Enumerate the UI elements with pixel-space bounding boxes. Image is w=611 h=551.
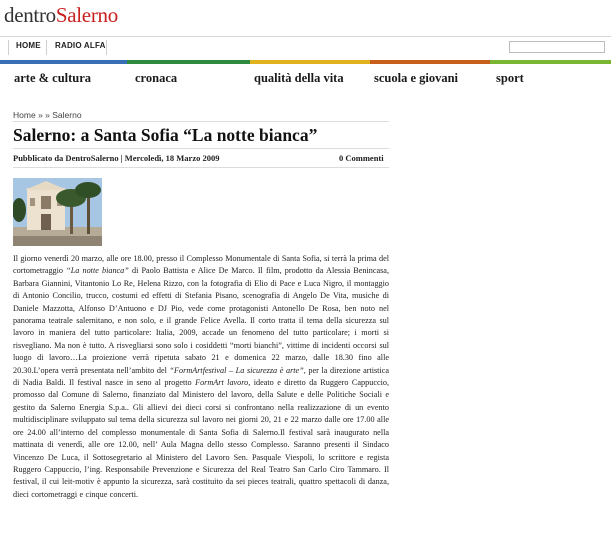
logo-dentro: dentro [4, 3, 56, 27]
nav-home[interactable]: HOME [16, 41, 41, 50]
category-label: cronaca [135, 71, 178, 85]
category-cronaca[interactable] [127, 60, 250, 90]
category-label: scuola e giovani [374, 71, 459, 85]
category-bar [0, 60, 611, 92]
article-text: ideato e diretto da Ruggero Cappuccio, promosso dal Comune di Salerno, finanziato dal Ministero del lavoro, della Salute e delle Politiche Sociali e gestito da Salerno Energia S.p.a.. Gli allievi dei dieci corsi si confrontano nella realizzazione di un evento multidisciplinare sviluppato sul tema della sicurezza sul lavoro nei giorni 20, 21 e 22 marzo dalle ore 17.00 alle ore 24.00 all’interno del complesso monumentale di Santa Sofia di Salerno.Il festival sarà inaugurato nella mattinata di venerdì, alle ore 12.00, nell’ Aula Magna dello stesso Complesso. Saranno presenti il Sindaco Vincenzo De Luca, il Sottosegretario al Ministero del Lavoro Sen. Pasquale Viespoli, lo scrittore e regista Ruggero Cappuccio, l’ing. Responsabile Prevenzione e Sicurezza del Real Teatro San Carlo Ciro Tammaro. Il festival, il cui leit-motiv è appunto la sicurezza, sarà costituito da sei pieces teatrali, quattro spettacoli di danza, dieci cortometraggi e cinque concerti. [13, 378, 389, 499]
divider [13, 148, 389, 149]
project-name-quote: FormArt lavoro, [195, 378, 251, 388]
category-qualita-della-vita[interactable] [250, 60, 370, 90]
category-arte-cultura[interactable] [0, 60, 127, 90]
divider [13, 167, 389, 168]
article-paragraph [13, 253, 389, 501]
nav-separator [46, 40, 47, 55]
article-photo[interactable] [13, 178, 102, 246]
article-body [13, 253, 389, 501]
article-text: di Paolo Battista e Alice De Marco. Il film, prodotto da Alessia Benincasa, Barbara Giannini, Vitantonio Lo Re, Helena Rizzo, con la fotografia di Elio di Pace e Luca Nigro, il montaggio di Antonio Concilio, trucco, costumi ed effetti di Stefania Pisano, scenografia di Angelo De Vita, musiche di Daniele Mazzotta, Alfonso D’Antuono e DJ Pio, vede come protagonisti Antonello De Rosa, ben noto nel panorama teatrale salernitano, e non solo, e il grande Felice Avella. Il corto tratta il tema della sicurezza sul lavoro in maniera del tutto particolare: Italia, 2009, accade un fenomeno del tutto particolare; i morti si risvegliano. Ma non è tutto. A risvegliarsi sono solo i cosiddetti “morti bianchi”, vittime di incidenti occorsi sul luogo di lavoro…La proiezione verrà ripetuta sabato 21 e domenica 22 marzo, dalle 18.30 fino alle 20.30.L’opera verrà presentata nell’ambito del [13, 266, 389, 375]
nav-separator [106, 40, 107, 55]
site-logo[interactable] [4, 2, 118, 28]
breadcrumb-home[interactable]: Home [13, 110, 36, 120]
divider [13, 121, 389, 122]
article-meta: Pubblicato da DentroSalerno | Mercoledì, 18 Marzo 2009 [13, 153, 220, 163]
comments-link[interactable]: 0 Commenti [339, 153, 384, 163]
nav-radio-alfa[interactable]: RADIO ALFA [55, 41, 106, 50]
category-scuola-e-giovani[interactable] [370, 60, 490, 90]
breadcrumb-salerno[interactable]: Salerno [52, 110, 82, 120]
festival-name-quote: “FormArtfestival – La sicurezza è arte” [169, 365, 304, 375]
category-sport[interactable] [490, 60, 611, 90]
article-text: , per la direzione artistica di Nadia Baldi. Il festival nasce in seno al progetto [13, 365, 389, 388]
breadcrumb [13, 110, 82, 120]
church-photo-image [13, 178, 102, 246]
film-title-quote: “La notte bianca” [66, 266, 129, 276]
logo-salerno: Salerno [55, 3, 118, 27]
search-input[interactable] [509, 41, 605, 53]
category-label: qualità della vita [254, 71, 344, 85]
breadcrumb-separator: » » [38, 110, 50, 120]
article-title[interactable]: Salerno: a Santa Sofia “La notte bianca” [13, 125, 318, 145]
category-label: sport [496, 71, 524, 85]
article-text: Il giorno venerdì 20 marzo, alle ore 18.00, presso il Complesso Monumentale di Santa Sofia, si terrà la prima del cortometraggio [13, 254, 389, 276]
category-label: arte & cultura [14, 71, 92, 85]
nav-separator [8, 40, 9, 55]
